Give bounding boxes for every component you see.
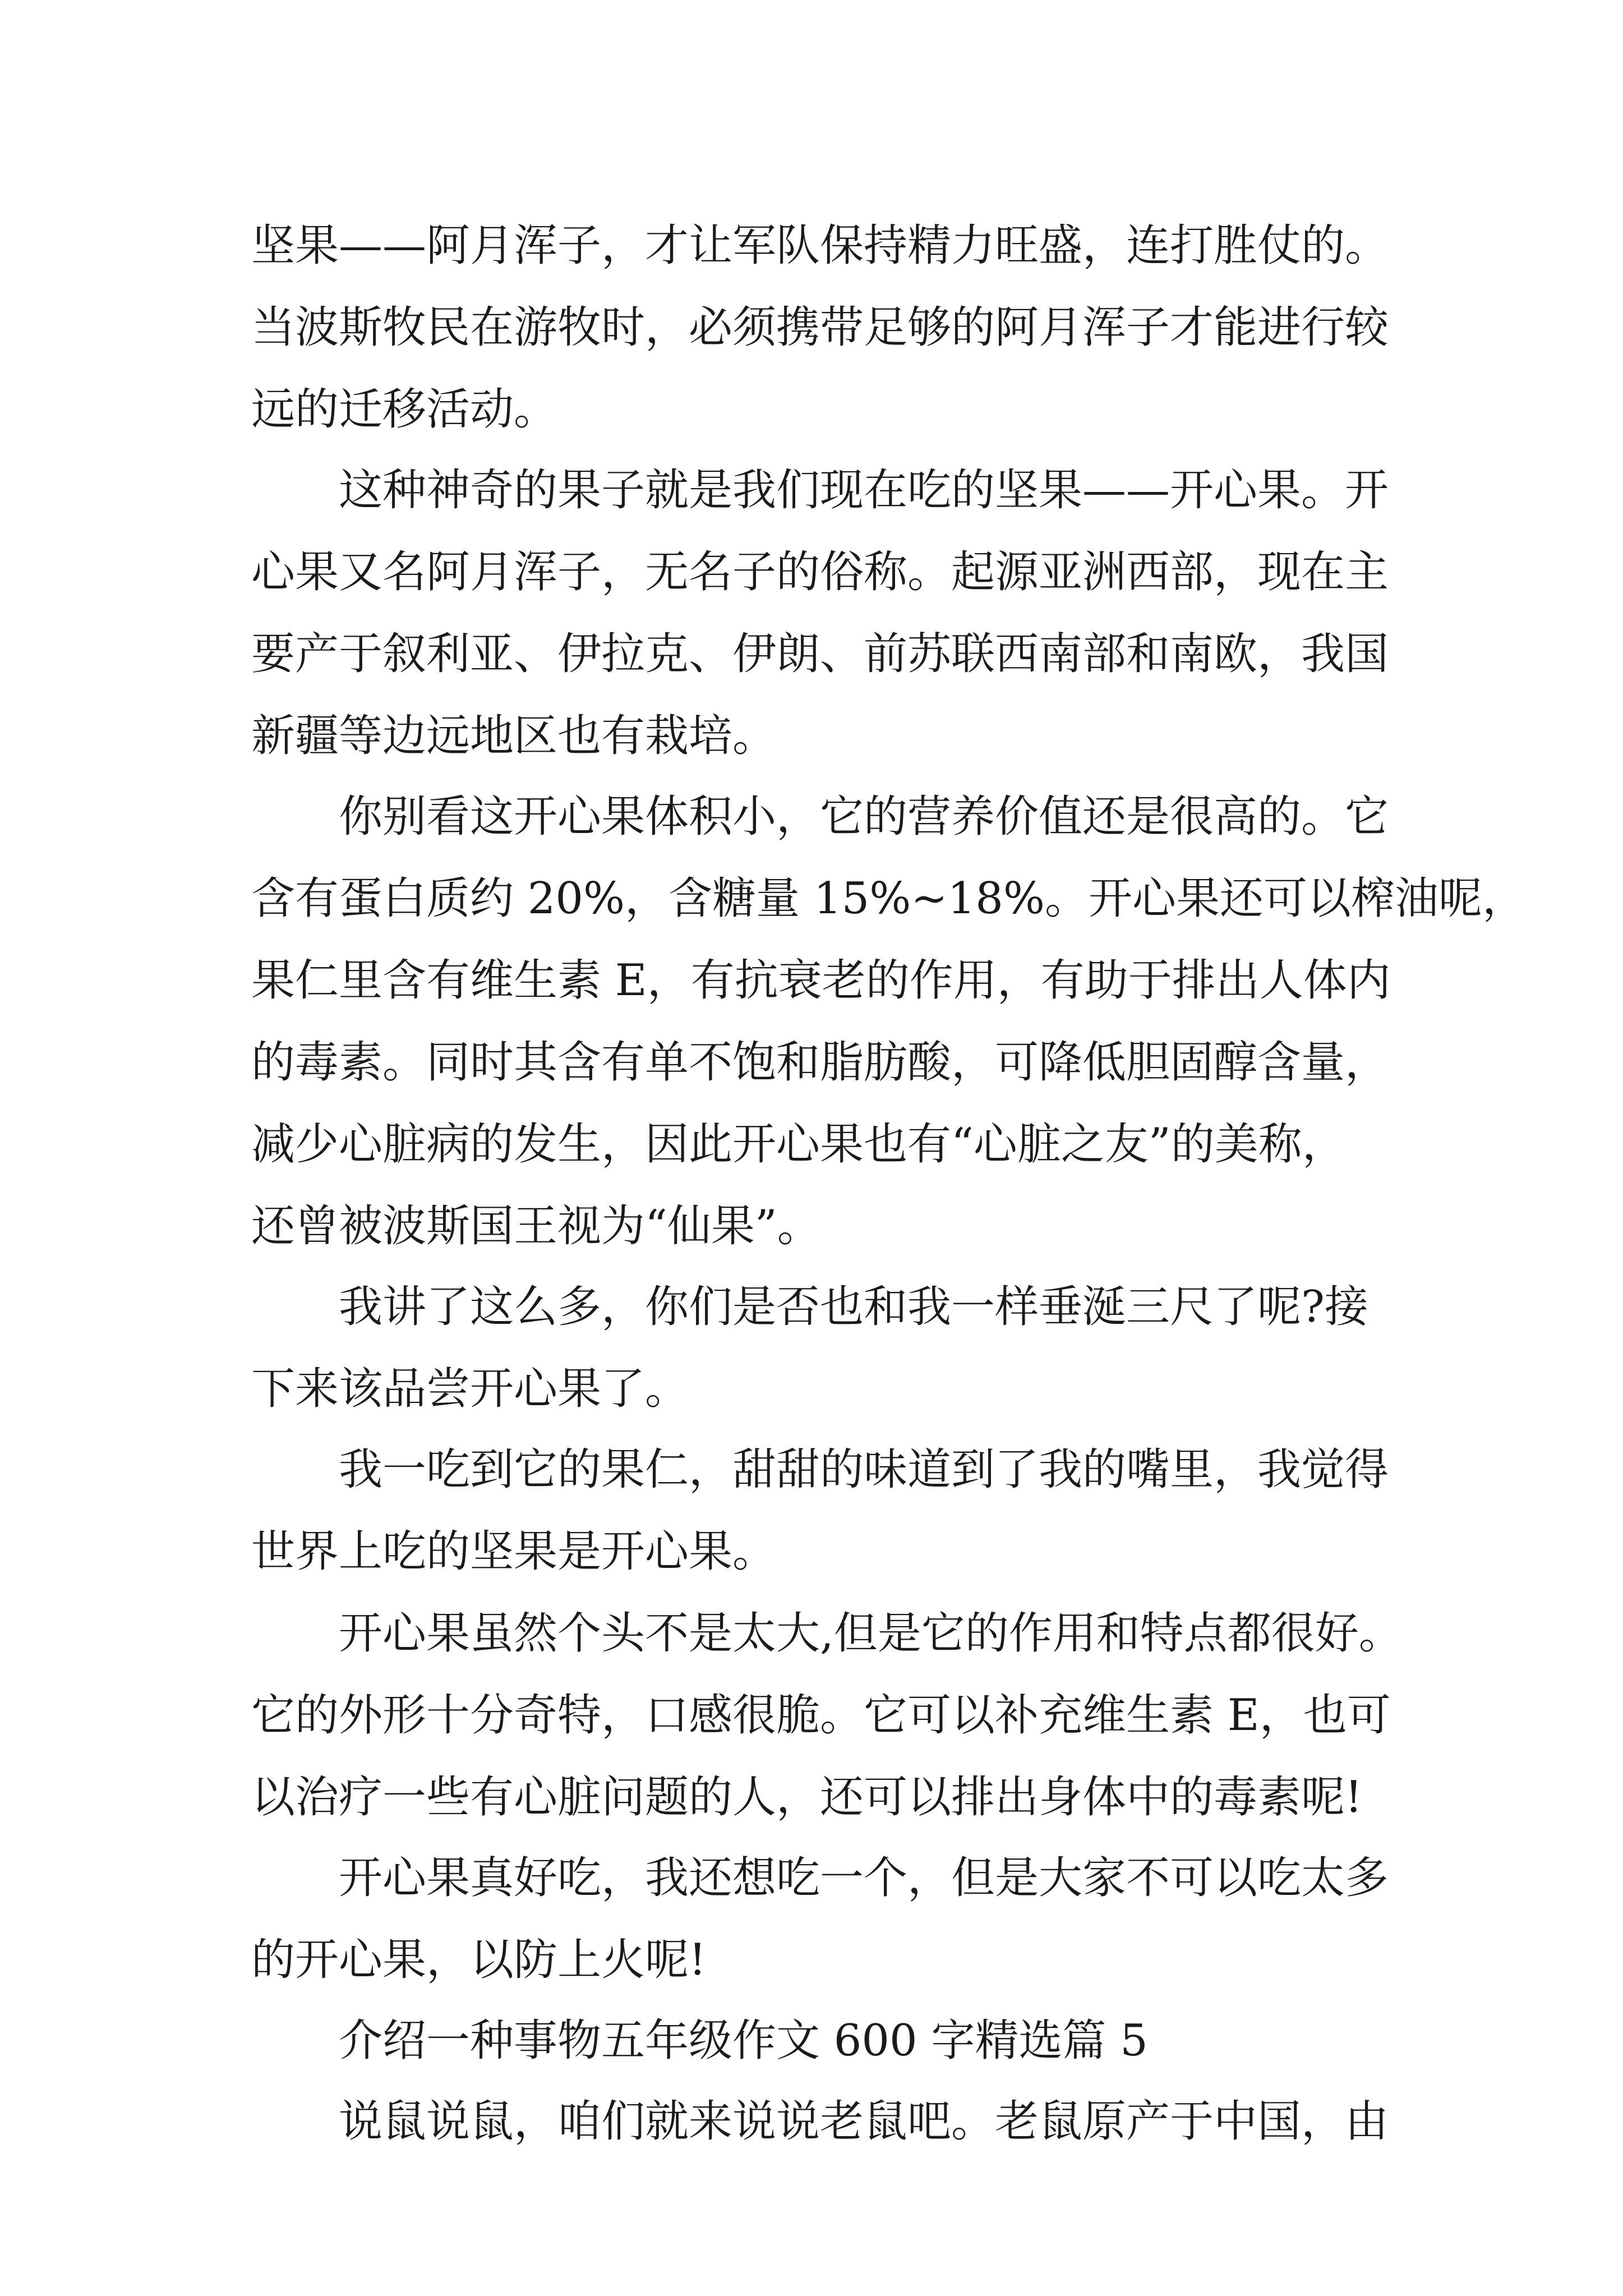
text-line: 要产于叙利亚、伊拉克、伊朗、前苏联西南部和南欧，我国 [251, 629, 1389, 679]
text-line: 的开心果，以防上火呢! [251, 1935, 707, 1985]
text-line: 远的迁移活动。 [251, 384, 558, 435]
text-line: 新疆等边远地区也有栽培。 [251, 711, 777, 761]
paragraph-first-line: 我讲了这么多，你们是否也和我一样垂涎三尺了呢?接 [339, 1282, 1368, 1332]
text-line: 心果又名阿月浑子，无名子的俗称。起源亚洲西部，现在主 [251, 547, 1389, 597]
text-line: 当波斯牧民在游牧时，必须携带足够的阿月浑子才能进行较 [251, 302, 1389, 353]
section-heading: 介绍一种事物五年级作文 600 字精选篇 5 [339, 2016, 1148, 2066]
text-line: 它的外形十分奇特，口感很脆。它可以补充维生素 E，也可 [251, 1690, 1391, 1741]
text-line: 果仁里含有维生素 E，有抗衰老的作用，有助于排出人体内 [251, 955, 1391, 1006]
text-line: 含有蛋白质约 20%，含糖量 15%~18%。开心果还可以榨油呢， [251, 873, 1527, 924]
paragraph-first-line: 开心果真好吃，我还想吃一个，但是大家不可以吃太多 [339, 1853, 1389, 1903]
paragraph-first-line: 说鼠说鼠，咱们就来说说老鼠吧。老鼠原产于中国，由 [339, 2096, 1389, 2147]
paragraph-first-line: 这种神奇的果子就是我们现在吃的坚果——开心果。开 [339, 465, 1389, 516]
paragraph-first-line: 你别看这开心果体积小，它的营养价值还是很高的。它 [339, 792, 1389, 842]
text-line: 下来该品尝开心果了。 [251, 1364, 689, 1414]
text-line: 世界上吃的坚果是开心果。 [251, 1526, 777, 1577]
paragraph-first-line: 我一吃到它的果仁，甜甜的味道到了我的嘴里，我觉得 [339, 1444, 1389, 1495]
text-line: 减少心脏病的发生，因此开心果也有“心脏之友”的美称， [251, 1119, 1346, 1170]
paragraph-first-line: 开心果虽然个头不是太大,但是它的作用和特点都很好。 [339, 1608, 1403, 1659]
text-line: 以治疗一些有心脏问题的人，还可以排出身体中的毒素呢! [251, 1772, 1363, 1823]
text-line: 的毒素。同时其含有单不饱和脂肪酸，可降低胆固醇含量， [251, 1037, 1389, 1088]
text-line: 坚果——阿月浑子，才让军队保持精力旺盛，连打胜仗的。 [251, 220, 1389, 271]
text-line: 还曾被波斯国王视为“仙果”。 [251, 1201, 821, 1251]
